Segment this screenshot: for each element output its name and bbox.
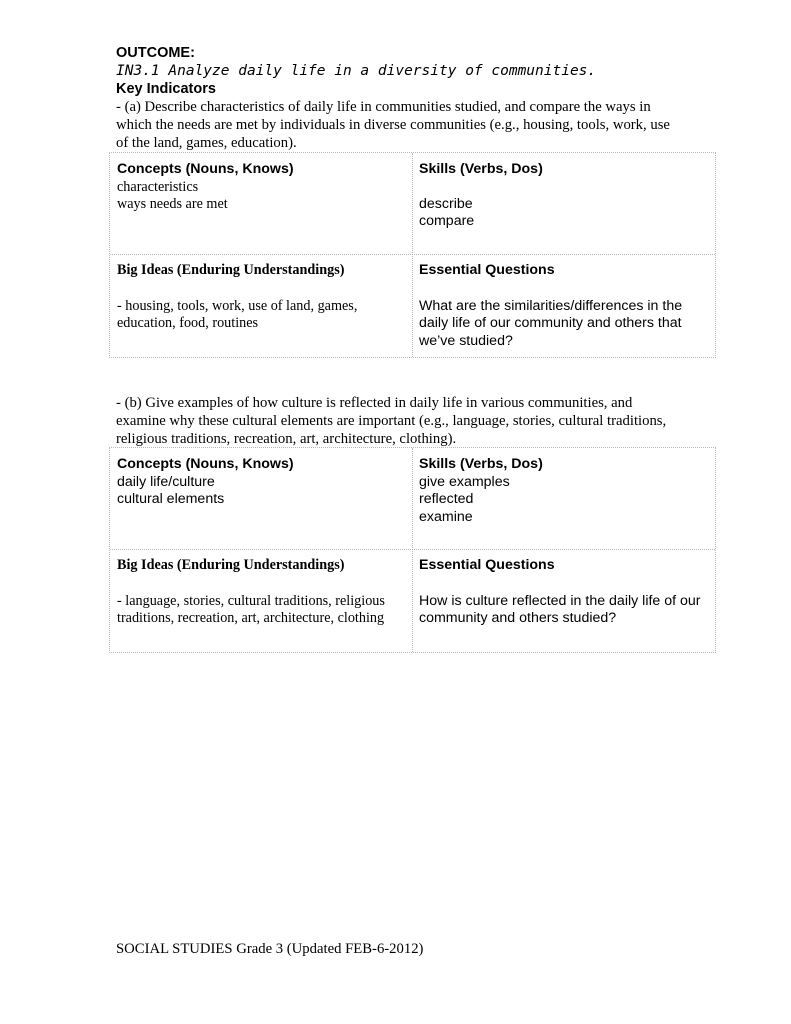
list-item: compare <box>419 213 475 229</box>
list-item: describe <box>419 195 473 212</box>
outcome-text: IN3.1 Analyze daily life in a diversity of communities. <box>116 63 597 79</box>
concepts-cell <box>117 161 402 214</box>
concepts-header: Concepts (Nouns, Knows) <box>117 161 294 177</box>
essential-questions-cell <box>419 557 709 628</box>
key-indicators-label: Key Indicators <box>116 81 216 97</box>
big-ideas-text: - housing, tools, work, use of land, games, education, food, routines <box>117 297 358 331</box>
list-item: ways needs are met <box>117 196 228 212</box>
list-item: reflected <box>419 491 474 507</box>
list-item: daily life/culture <box>117 473 215 490</box>
table-divider <box>110 549 715 550</box>
big-ideas-header: Big Ideas (Enduring Understandings) <box>117 262 345 278</box>
essential-questions-header: Essential Questions <box>419 262 555 278</box>
skills-list <box>419 196 709 231</box>
list-item: give examples <box>419 473 510 490</box>
skills-cell <box>419 456 709 526</box>
essential-questions-header: Essential Questions <box>419 557 555 573</box>
big-ideas-cell <box>117 557 402 628</box>
indicator-b-table <box>109 447 716 653</box>
concepts-list <box>117 474 402 509</box>
essential-question-text: What are the similarities/differences in the daily life of our community and others that we’ve studied? <box>419 297 683 349</box>
concepts-cell <box>117 456 402 509</box>
list-item: characteristics <box>117 178 199 195</box>
big-ideas-header: Big Ideas (Enduring Understandings) <box>117 557 345 573</box>
table-divider <box>110 254 715 255</box>
skills-header: Skills (Verbs, Dos) <box>419 456 543 472</box>
skills-cell <box>419 161 709 231</box>
table-divider <box>412 153 413 357</box>
indicator-a-table <box>109 152 716 358</box>
big-ideas-text: - language, stories, cultural traditions, religious traditions, recreation, art, architecture, clothing <box>117 592 385 626</box>
page-footer: SOCIAL STUDIES Grade 3 (Updated FEB-6-2012) <box>116 941 424 957</box>
concepts-header: Concepts (Nouns, Knows) <box>117 456 294 472</box>
essential-question-text: How is culture reflected in the daily life of our community and others studied? <box>419 592 701 626</box>
list-item: cultural elements <box>117 491 225 507</box>
big-ideas-cell <box>117 262 402 333</box>
indicator-b-text: - (b) Give examples of how culture is reflected in daily life in various communities, and examine why these cultural elements are important (e.g., language, stories, cultural traditions, religious traditions, recreation, art, architecture, clothing). <box>116 395 667 447</box>
skills-header: Skills (Verbs, Dos) <box>419 161 543 177</box>
skills-list <box>419 474 709 527</box>
concepts-list <box>117 179 402 214</box>
indicator-a-text: - (a) Describe characteristics of daily life in communities studied, and compare the ways in which the needs are met by individuals in diverse communities (e.g., housing, tools, work, use of the land, games, education). <box>116 99 670 151</box>
list-item: examine <box>419 508 473 525</box>
essential-questions-cell <box>419 262 709 350</box>
table-divider <box>412 448 413 652</box>
outcome-label: OUTCOME: <box>116 45 195 61</box>
